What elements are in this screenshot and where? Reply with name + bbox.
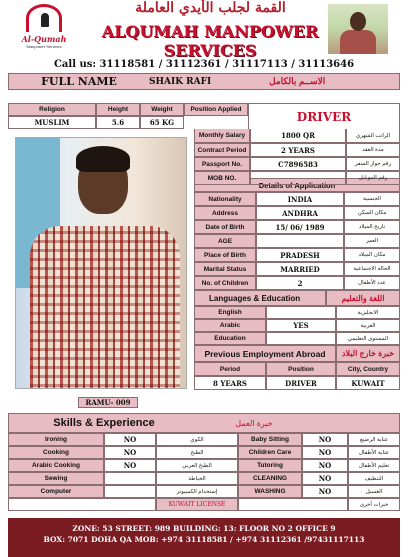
- skill-value: NO: [104, 446, 156, 459]
- employment-header-row: [194, 362, 400, 376]
- period-header: Period: [194, 362, 266, 376]
- employment-title: Previous Employment Abroad: [194, 345, 336, 362]
- full-name-label-ar: الاســم بالكامل: [269, 76, 326, 86]
- language-label-ar: المستوى التعليمي: [336, 332, 400, 345]
- skills-title-bar: [8, 413, 400, 433]
- footer-address: [8, 518, 400, 557]
- logo-subtitle: Manpower Services: [26, 44, 62, 49]
- language-row: [194, 319, 400, 332]
- job-info-value: C7896583: [250, 157, 346, 171]
- details-label: Place of Birth: [194, 248, 256, 262]
- skill-label-ar: عناية الرضيع: [348, 433, 400, 446]
- full-name-value: SHAIK RAFI: [149, 76, 212, 87]
- language-value: YES: [266, 319, 336, 332]
- job-info-value: 1800 QR: [250, 129, 346, 143]
- job-info-label-ar: رقم الموبايل: [346, 171, 400, 185]
- job-info-value: 2 YEARS: [250, 143, 346, 157]
- religion-value: MUSLIM: [8, 116, 96, 129]
- skill-label-ar: تعليم الأطفال: [348, 459, 400, 472]
- cv-page: [8, 0, 400, 557]
- other-skills-row: [8, 498, 400, 511]
- details-row: [194, 192, 400, 206]
- language-label: Education: [194, 332, 266, 345]
- height-header: Height: [96, 103, 140, 116]
- job-info-label: Contract Period: [194, 143, 250, 157]
- skill-label-ar: الكوي: [156, 433, 238, 446]
- details-label-ar: مكان الميلاد: [344, 248, 400, 262]
- skill-label: Baby Sitting: [238, 433, 302, 446]
- company-logo: [14, 4, 74, 54]
- skill-value: NO: [302, 446, 348, 459]
- details-label-ar: الجنسية: [344, 192, 400, 206]
- details-value: INDIA: [256, 192, 344, 206]
- call-us-line: Call us: 31118581 / 31112361 / 31117113 / 31113646: [53, 59, 355, 70]
- applicant-photo: [15, 137, 187, 389]
- details-label: No. of Children: [194, 276, 256, 290]
- company-title: ALQUMAH MANPOWER SERVICES: [101, 22, 319, 60]
- employment-value-row: [194, 376, 400, 390]
- skill-label: Ironing: [8, 433, 104, 446]
- details-label-ar: عدد الأطفال: [344, 276, 400, 290]
- languages-title-ar: اللغة والتعليم: [326, 290, 400, 306]
- employment-title-row: [194, 345, 400, 362]
- details-value: MARRIED: [256, 262, 344, 276]
- language-label: Arabic: [194, 319, 266, 332]
- skill-label: Sewing: [8, 472, 104, 485]
- logo-icon: [26, 4, 62, 32]
- skills-row: [8, 446, 400, 459]
- job-info-label-ar: الراتب الشهري: [346, 129, 400, 143]
- job-info-label: MOB NO.: [194, 171, 250, 185]
- job-info-row: [194, 171, 400, 185]
- languages-title-row: [194, 290, 400, 306]
- period-value: 8 YEARS: [194, 376, 266, 390]
- language-value: [266, 306, 336, 319]
- skill-value: NO: [104, 433, 156, 446]
- footer-line-1: ZONE: 53 STREET: 989 BUILDING: 13: FLOOR NO 2 OFFICE 9: [72, 524, 336, 533]
- job-info-label-ar: رقم جواز السفر: [346, 157, 400, 171]
- skill-label-ar: التنظيف: [348, 472, 400, 485]
- details-row: [194, 248, 400, 262]
- full-name-bar: [8, 73, 400, 90]
- skill-label-ar: الغسيل: [348, 485, 400, 498]
- details-label: Date of Birth: [194, 220, 256, 234]
- skill-value: NO: [302, 459, 348, 472]
- skill-value: [104, 472, 156, 485]
- language-label: English: [194, 306, 266, 319]
- employment-title-ar: خبرة خارج البلاد: [336, 345, 400, 362]
- details-row: [194, 220, 400, 234]
- logo-name: Al-Qumah: [21, 34, 67, 44]
- details-row: [194, 206, 400, 220]
- skills-row: [8, 485, 400, 498]
- skills-title-row: [8, 413, 400, 433]
- weight-value: 65 KG: [140, 116, 184, 129]
- details-label-ar: الحالة الاجتماعية: [344, 262, 400, 276]
- position-value: DRIVER: [266, 376, 336, 390]
- details-label-ar: مكان السكن: [344, 206, 400, 220]
- skill-value: [104, 485, 156, 498]
- skill-label: Children Care: [238, 446, 302, 459]
- skill-label: WASHING: [238, 485, 302, 498]
- skill-label: Computer: [8, 485, 104, 498]
- details-title: Details of Application: [194, 178, 400, 192]
- skill-label-ar: الخياطة: [156, 472, 238, 485]
- languages-title: Languages & Education: [194, 290, 326, 306]
- language-value: [266, 332, 336, 345]
- job-info-row: [194, 129, 400, 143]
- skill-label: Arabic Cooking: [8, 459, 104, 472]
- job-info-label-ar: مدة العقد: [346, 143, 400, 157]
- other-skills-empty: [238, 498, 348, 511]
- skills-row: [8, 433, 400, 446]
- details-label-ar: العمر: [344, 234, 400, 248]
- skill-label: Tutoring: [238, 459, 302, 472]
- skill-label: Cooking: [8, 446, 104, 459]
- other-skills-label-ar: خبرات أخرى: [348, 498, 400, 511]
- height-value: 5.6: [96, 116, 140, 129]
- details-label: Marital Status: [194, 262, 256, 276]
- header: [8, 0, 400, 58]
- skill-value: NO: [302, 472, 348, 485]
- country-header: City, Country: [336, 362, 400, 376]
- header-applicant-photo: [328, 4, 388, 54]
- details-label: AGE: [194, 234, 256, 248]
- job-info-value: [250, 171, 346, 185]
- other-skills-value: KUWAIT LICENSE: [156, 498, 238, 511]
- details-label: Address: [194, 206, 256, 220]
- details-value: PRADESH: [256, 248, 344, 262]
- language-row: [194, 306, 400, 319]
- job-info-label: Monthly Salary: [194, 129, 250, 143]
- language-label-ar: الانجليزية: [336, 306, 400, 319]
- position-applied-header: Position Applied: [184, 103, 248, 116]
- position-header: Position: [266, 362, 336, 376]
- details-value: ANDHRA: [256, 206, 344, 220]
- details-label-ar: تاريخ الميلاد: [344, 220, 400, 234]
- details-row: [194, 276, 400, 290]
- arabic-company-title: القمة لجلب الأيدي العاملة: [135, 0, 286, 16]
- details-label: Nationality: [194, 192, 256, 206]
- skills-row: [8, 472, 400, 485]
- footer-line-2: BOX: 7071 DOHA QA MOB: +974 31118581 / +974 31112361 /97431117113: [43, 535, 365, 544]
- skills-row: [8, 459, 400, 472]
- religion-header: Religion: [8, 103, 96, 116]
- skills-title-ar: خبرة العمل: [235, 418, 273, 428]
- language-label-ar: العربية: [336, 319, 400, 332]
- job-info-row: [194, 157, 400, 171]
- skill-label-ar: الطبخ العربي: [156, 459, 238, 472]
- skill-label-ar: الطبخ: [156, 446, 238, 459]
- country-value: KUWAIT: [336, 376, 400, 390]
- language-row: [194, 332, 400, 345]
- details-value: 15/ 06/ 1989: [256, 220, 344, 234]
- skill-label-ar: إستخدام الكمبيوتر: [156, 485, 238, 498]
- skill-label: CLEANING: [238, 472, 302, 485]
- photo-reference-code: RAMU- 009: [78, 397, 138, 408]
- other-skills-spacer: [8, 498, 156, 511]
- details-value: 2: [256, 276, 344, 290]
- weight-header: Weight: [140, 103, 184, 116]
- job-info-label: Passport No.: [194, 157, 250, 171]
- skill-value: NO: [302, 433, 348, 446]
- skill-value: NO: [104, 459, 156, 472]
- skill-value: NO: [302, 485, 348, 498]
- summary-value-row: [8, 116, 184, 129]
- skills-title: Skills & Experience: [53, 417, 155, 429]
- position-applied-value: DRIVER: [248, 103, 400, 129]
- job-info-row: [194, 143, 400, 157]
- details-row: [194, 262, 400, 276]
- skill-label-ar: عناية الأطفال: [348, 446, 400, 459]
- details-value: [256, 234, 344, 248]
- full-name-label: FULL NAME: [41, 75, 117, 88]
- details-row: [194, 234, 400, 248]
